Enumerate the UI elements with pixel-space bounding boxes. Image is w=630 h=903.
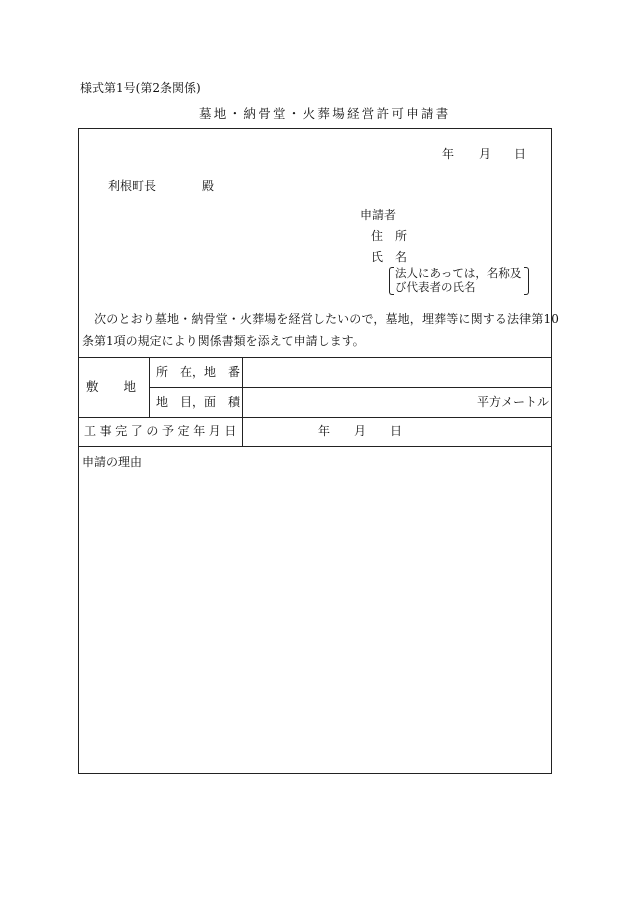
site-area-field[interactable]: [250, 396, 470, 410]
column-divider-site: [149, 357, 150, 417]
site-location-field[interactable]: [250, 366, 545, 380]
row-divider-completion-bottom: [78, 446, 552, 447]
site-location-label: 所 在，地 番: [156, 365, 241, 379]
note-bracket-right: [524, 267, 529, 295]
date-year-label: 年: [442, 147, 455, 161]
note-bracket-left: [389, 267, 394, 295]
row-divider-site-middle: [149, 387, 552, 388]
column-divider-values: [242, 357, 243, 446]
applicant-heading: 申請者: [360, 208, 397, 222]
applicant-note-line1: 法人にあっては，名称及: [395, 266, 522, 280]
site-area-unit: 平方メートル: [477, 395, 550, 409]
site-category-label: 地 目，面 積: [156, 395, 241, 409]
completion-date-label: 工事完了の予定年月日: [84, 424, 241, 438]
reason-label: 申請の理由: [82, 455, 143, 469]
addressee-name: 利根町長: [108, 179, 157, 193]
row-divider-completion-top: [78, 417, 552, 418]
reason-field[interactable]: [82, 476, 548, 766]
date-month-label: 月: [479, 147, 492, 161]
applicant-name-label: 氏 名: [371, 250, 408, 264]
application-statement-line2: 条第1項の規定により関係書類を添えて申請します。: [82, 334, 365, 348]
document-title: 墓地・納骨堂・火葬場経営許可申請書: [199, 106, 451, 121]
application-statement-line1: 次のとおり墓地・納骨堂・火葬場を経営したいので，墓地，埋葬等に関する法律第10: [82, 312, 560, 326]
applicant-note-line2: び代表者の氏名: [395, 280, 476, 294]
addressee-honorific: 殿: [202, 179, 215, 193]
completion-year-label: 年: [318, 424, 331, 438]
form-number: 様式第1号(第2条関係): [80, 81, 201, 95]
applicant-address-label: 住 所: [371, 229, 408, 243]
completion-month-label: 月: [354, 424, 367, 438]
site-label: 敷 地: [86, 379, 137, 394]
date-day-label: 日: [514, 147, 527, 161]
completion-day-label: 日: [390, 424, 403, 438]
